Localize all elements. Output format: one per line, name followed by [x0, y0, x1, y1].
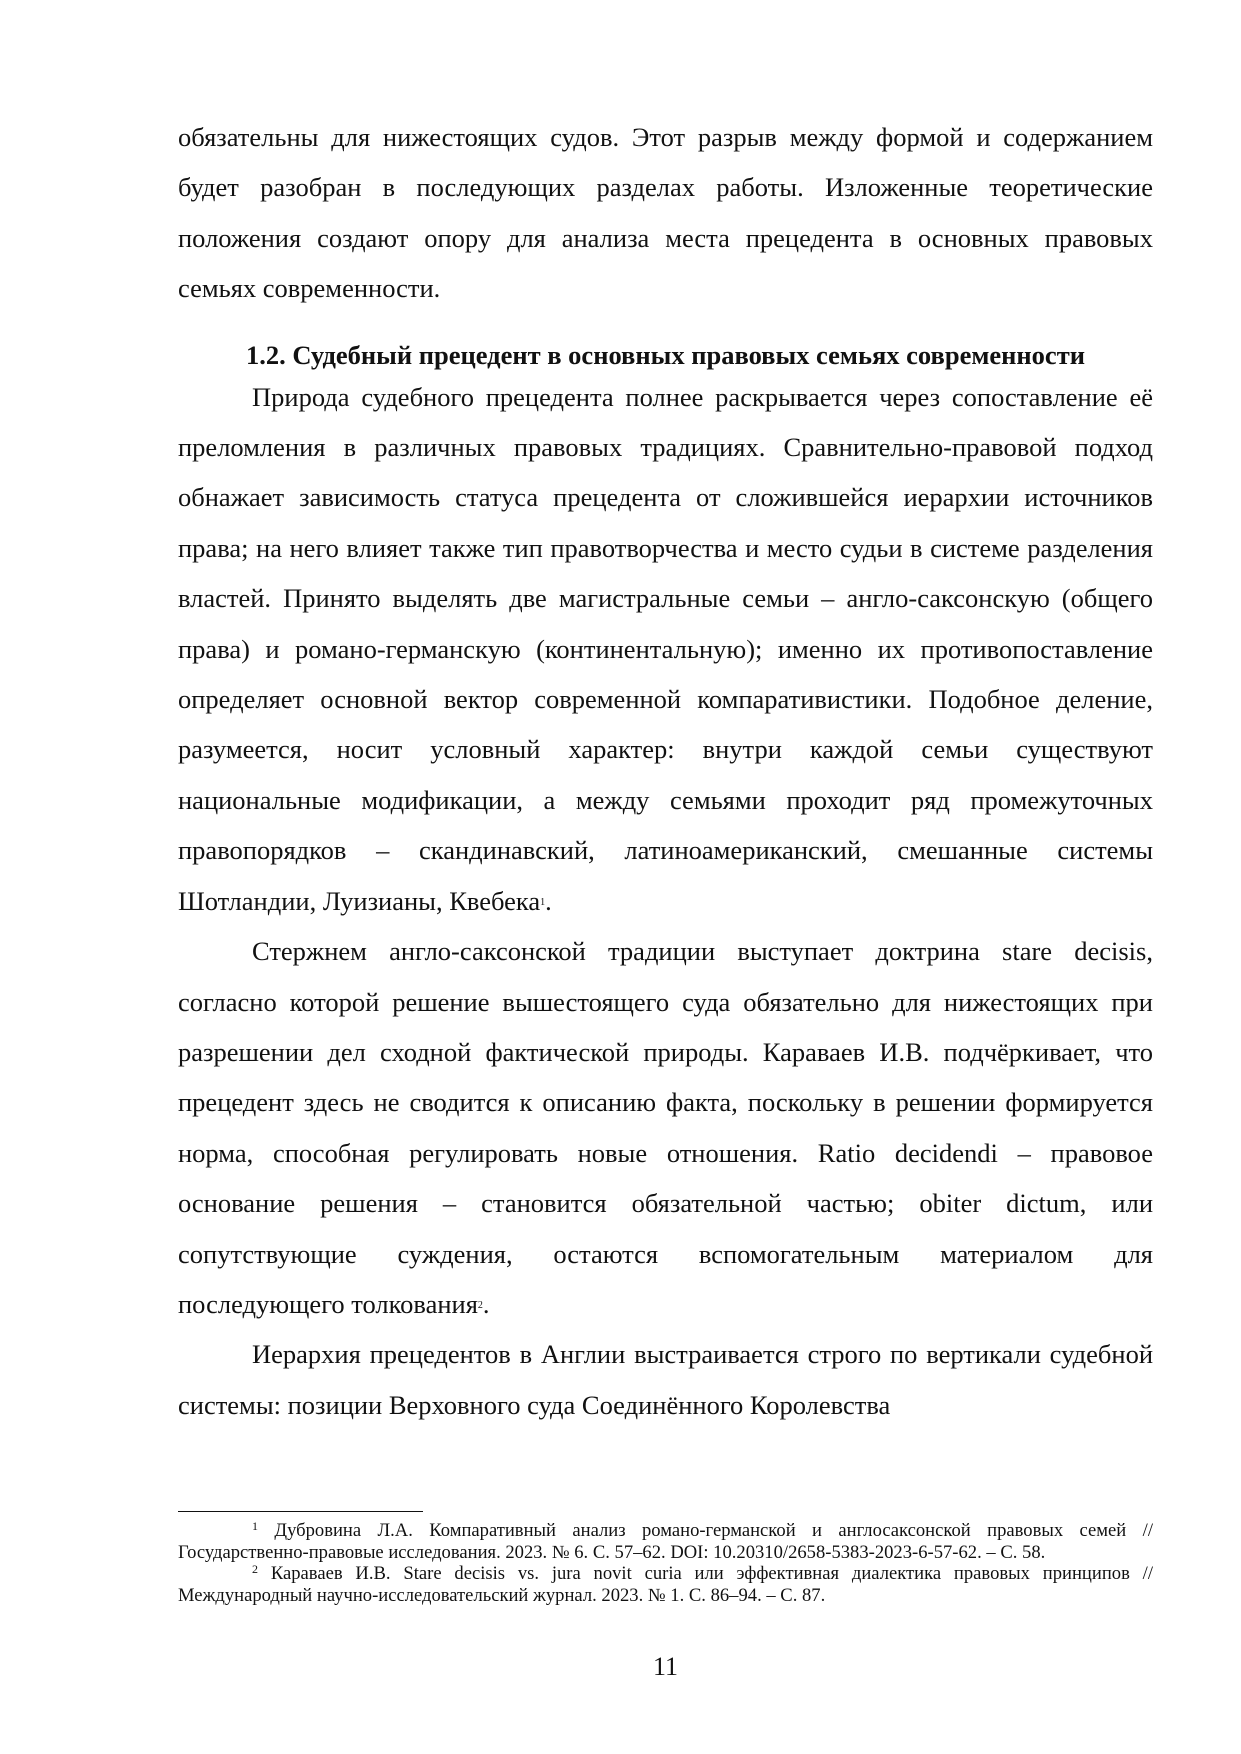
footnote-2	[178, 1563, 1153, 1606]
footnote-divider	[178, 1511, 423, 1512]
paragraph-comparative	[178, 372, 1153, 926]
paragraph-stare-decisis-end: .	[482, 1288, 490, 1319]
section-heading: 1.2. Судебный прецедент в основных правовых семьях современности	[246, 339, 1085, 370]
paragraph-continuation: обязательны для нижестоящих судов. Этот разрыв между формой и содержанием будет разобран в последующих разделах работы. Изложенные теоретические положения создают опору для анализа места прецедента в основных правовых семьях современности.	[178, 122, 1153, 304]
page-body	[178, 112, 1153, 1430]
footnote-text-1: Дубровина Л.А. Компаративный анализ романо-германской и англосаксонской правовых семей // Государственно-правовые исследования. 2023. № 6. С. 57–62. DOI: 10.20310/2658-5383-2023-6-57-62. – С. 58.	[178, 1520, 1153, 1563]
footnotes	[178, 1511, 1153, 1606]
paragraph-comparative-end: .	[545, 885, 552, 916]
paragraph-comparative-text: Природа судебного прецедента полнее раскрывается через сопоставление её преломления в различных правовых традициях. Сравнительно-правовой подход обнажает зависимость статуса прецедента от сложившейся иерархии источников права; на него влияет также тип правотворчества и место судьи в системе разделения властей. Принято выделять две магистральные семьи – англо-саксонскую (общего права) и романо-германскую (континентальную); именно их противопоставление определяет основной вектор современной компаративистики. Подобное деление, разумеется, носит условный характер: внутри каждой семьи существуют национальные модификации, а между семьями проходит ряд промежуточных правопорядков – скандинавский, латиноамериканский, смешанные системы Шотландии, Луизианы, Квебека	[178, 381, 1153, 916]
footnote-ref-2[interactable]: 2	[477, 1299, 483, 1311]
footnote-number-1: 1	[252, 1519, 258, 1533]
page-number: 11	[652, 1652, 679, 1681]
paragraph-stare-decisis	[178, 926, 1153, 1329]
paragraph-stare-decisis-text: Стержнем англо-саксонской традиции выступает доктрина stare decisis, согласно которой решение вышестоящего суда обязательно для нижестоящих при разрешении дел сходной фактической природы. Караваев И.В. подчёркивает, что прецедент здесь не сводится к описанию факта, поскольку в решении формируется норма, способная регулировать новые отношения. Ratio decidendi – правовое основание решения – становится обязательной частью; obiter dictum, или сопутствующие суждения, остаются вспомогательным материалом для последующего толкования	[178, 936, 1153, 1319]
footnote-ref-1[interactable]: 1	[540, 896, 546, 908]
footnote-1	[178, 1520, 1153, 1563]
footnote-number-2: 2	[252, 1562, 258, 1576]
paragraph-hierarchy: Иерархия прецедентов в Англии выстраивается строго по вертикали судебной системы: позиции Верховного суда Соединённого Королевства	[178, 1339, 1153, 1420]
footnote-text-2: Караваев И.В. Stare decisis vs. jura novit curia или эффективная диалектика правовых принципов // Международный научно-исследовательский журнал. 2023. № 1. С. 86–94. – С. 87.	[178, 1563, 1153, 1606]
